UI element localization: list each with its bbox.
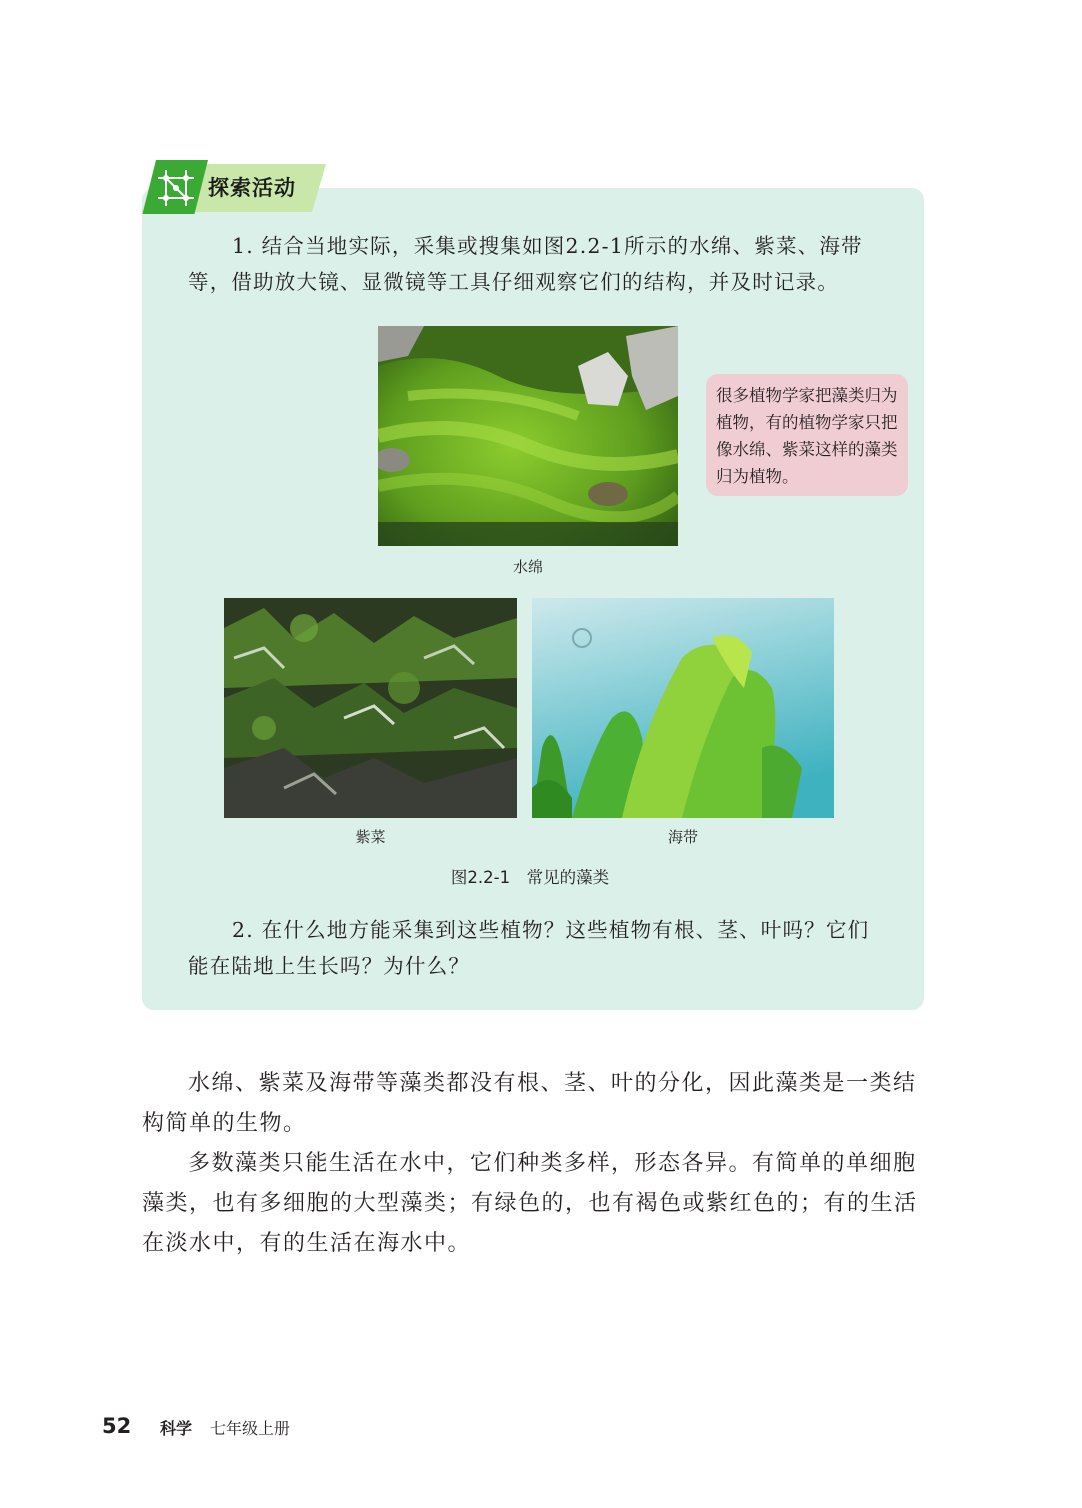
footer-subject: 科学 [160, 1419, 193, 1438]
body-paragraph-2: 多数藻类只能生活在水中，它们种类多样，形态各异。有简单的单细胞藻类，也有多细胞的大型藻类；有绿色的，也有褐色或紫红色的；有的生活在淡水中，有的生活在海水中。 [142, 1151, 918, 1256]
activity-item-1: 1. 结合当地实际，采集或搜集如图2.2-1所示的水绵、紫菜、海带等，借助放大镜、显微镜等工具仔细观察它们的结构，并及时记录。 [188, 234, 863, 294]
caption-shuimian: 水绵 [512, 558, 543, 576]
activity-tag [142, 158, 326, 214]
caption-haidai: 海带 [667, 828, 698, 846]
activity-title: 探索活动 [208, 176, 296, 200]
photo-zicai [224, 598, 517, 818]
network-cube-icon [154, 166, 198, 210]
photo-haidai [532, 598, 834, 818]
activity-item-2: 2. 在什么地方能采集到这些植物？这些植物有根、茎、叶吗？它们能在陆地上生长吗？为什么？ [188, 918, 870, 978]
photo-shuimian [378, 326, 678, 546]
footer-grade: 七年级上册 [210, 1419, 291, 1438]
figure-caption: 图2.2-1 常见的藻类 [450, 868, 610, 887]
side-note: 很多植物学家把藻类归为植物，有的植物学家只把像水绵、紫菜这样的藻类归为植物。 [706, 374, 908, 496]
body-paragraph-1: 水绵、紫菜及海带等藻类都没有根、茎、叶的分化，因此藻类是一类结构简单的生物。 [142, 1071, 917, 1136]
page-number: 52 [102, 1414, 132, 1438]
caption-zicai: 紫菜 [355, 828, 386, 846]
